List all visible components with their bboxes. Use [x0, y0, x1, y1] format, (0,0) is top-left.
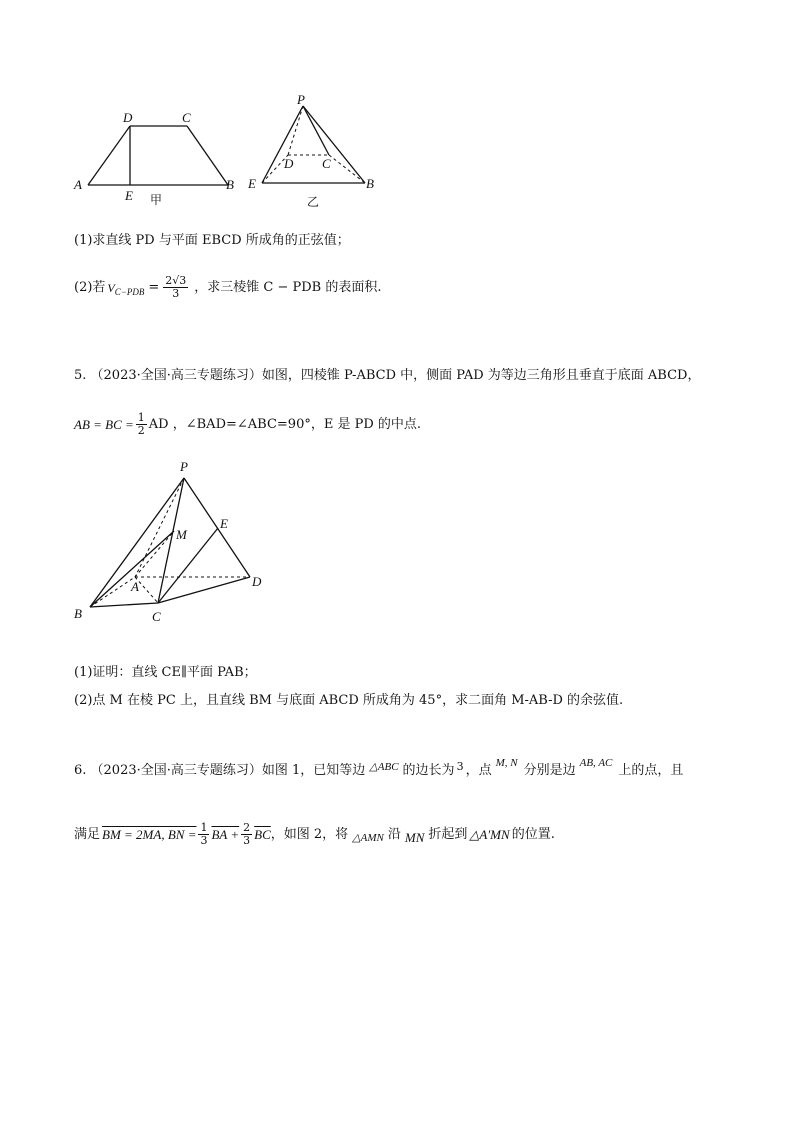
q6-vector-bc: $\overline{BC}$	[254, 826, 271, 842]
q6-side: 的边长为	[402, 763, 455, 778]
q5-line1: 5. （2023·全国·高三专题练习）如图，四棱锥 P-ABCD 中，侧面 PAD 为等边三角形且垂直于底面 ABCD，	[74, 368, 701, 383]
label-E: E	[125, 188, 133, 203]
edge-BC	[90, 603, 158, 607]
label-D: D	[284, 156, 294, 171]
q6-end: 上的点，且	[618, 763, 684, 778]
q6-triangle-abc: △ABC	[369, 761, 399, 773]
label-B: B	[226, 177, 234, 192]
q6-triangle-amn-prime: △A′MN	[469, 826, 510, 842]
edge-AD	[88, 126, 130, 185]
label-D: D	[123, 110, 133, 125]
q5-line2-right: AD ，∠BAD=∠ABC=90°，E 是 PD 的中点.	[148, 416, 422, 432]
q4-part1: (1)求直线 PD 与平面 EBCD 所成角的正弦值；	[74, 233, 350, 248]
edge-PC	[303, 106, 329, 155]
q6-points-mn: M, N	[495, 757, 518, 769]
label-E: E	[220, 516, 228, 531]
edge-BA-dashed	[90, 577, 135, 607]
q4-part2-suffix: ，求三棱锥 C − PDB 的表面积.	[194, 279, 382, 295]
label-P: P	[180, 459, 188, 474]
edge-BM	[90, 531, 174, 607]
edge-CD	[158, 577, 250, 603]
edge-PB	[303, 106, 365, 183]
figure-yi	[245, 92, 385, 212]
q6-triangle-amn: △AMN	[352, 831, 384, 844]
label-C: C	[152, 609, 161, 624]
q6-line2	[74, 822, 555, 847]
fraction-numerator: 2	[243, 821, 251, 834]
q6-vector-ba: BA +	[211, 826, 240, 842]
volume-symbol: V	[107, 280, 115, 295]
q6-sides-ab-ac: AB, AC	[579, 757, 613, 769]
q6-pos: 的位置.	[511, 826, 555, 842]
edge-PE	[262, 106, 303, 183]
q4-part2	[74, 275, 382, 300]
q6-mn: MN	[404, 829, 425, 845]
equals-sign: =	[148, 279, 160, 295]
q5-line2-left: AB = BC =	[74, 416, 134, 432]
fraction-denominator: 3	[172, 287, 180, 300]
label-B: B	[74, 606, 82, 621]
label-M: M	[176, 527, 187, 542]
label-P: P	[297, 92, 305, 107]
fraction-numerator: 1	[137, 411, 145, 424]
q6-between: 分别是边	[523, 763, 576, 778]
q5-part2: (2)点 M 在棱 PC 上，且直线 BM 与底面 ABCD 所成角为 45°，求二面角 M-AB-D 的余弦值.	[74, 693, 624, 708]
edge-CB-dashed	[329, 155, 365, 183]
figure-pyramid-pabcd	[70, 455, 270, 630]
q5-line2	[74, 412, 421, 437]
label-C: C	[322, 156, 331, 171]
q4-part2-prefix: (2)若	[74, 279, 106, 295]
fraction-one-third	[198, 822, 209, 847]
fraction-denominator: 2	[137, 424, 145, 437]
label-A: A	[131, 579, 139, 594]
q6-fold: 折起到	[428, 826, 468, 842]
q6-prefix: 6. （2023·全国·高三专题练习）如图 1，已知等边	[74, 763, 366, 778]
q5-part1: (1)证明：直线 CE∥平面 PAB；	[74, 665, 257, 680]
fraction-denominator: 3	[243, 834, 251, 847]
edge-PD	[184, 478, 250, 577]
label-D: D	[252, 574, 262, 589]
q6-three: 3	[456, 760, 464, 773]
label-C: C	[182, 110, 191, 125]
q6-line1	[74, 758, 683, 780]
fraction-numerator: 1	[200, 821, 208, 834]
fraction-2sqrt3-over-3	[163, 275, 188, 300]
caption-jia: 甲	[150, 193, 163, 207]
fraction-denominator: 3	[200, 834, 208, 847]
q6-vector-eq: BM = 2MA, BN =	[102, 826, 197, 842]
label-A: A	[74, 177, 82, 192]
volume-subscript: C−PDB	[114, 286, 145, 297]
figure-jia	[70, 100, 250, 210]
label-E: E	[248, 176, 256, 191]
q6-along: 沿	[387, 826, 401, 842]
caption-yi: 乙	[307, 195, 320, 209]
fraction-numerator: 2√3	[165, 274, 187, 287]
fraction-one-half	[136, 412, 147, 437]
q6-dot: ，点	[465, 763, 492, 778]
label-B: B	[366, 176, 374, 191]
q6-line2-a: 满足	[74, 826, 101, 842]
edge-CB	[187, 126, 228, 185]
q6-line2-b: ，如图 2，将	[270, 826, 349, 842]
fraction-two-thirds	[241, 822, 252, 847]
